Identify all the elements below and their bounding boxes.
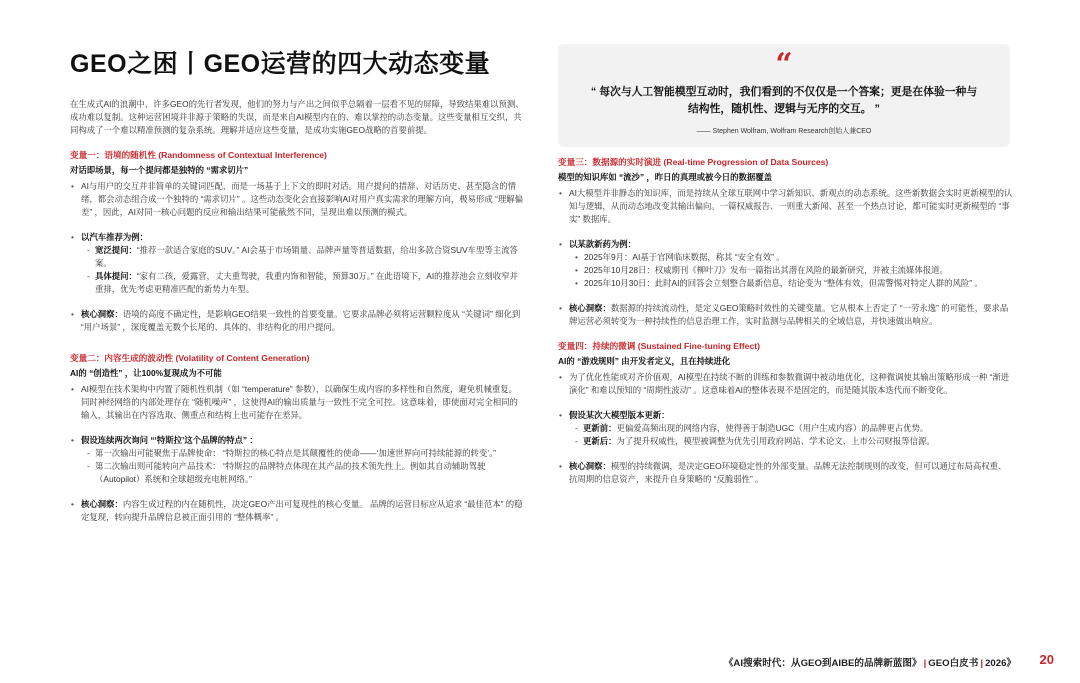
example-item: - 第一次输出可能聚焦于品牌使命： “特斯拉的核心特点是其颠覆性的使命——‘加速世界向可持续能源的转变’。” (87, 447, 525, 460)
insight (558, 460, 1013, 486)
example-item (575, 422, 1013, 435)
insight-label: 核心洞察： (569, 303, 611, 313)
quote-box (558, 44, 1010, 147)
example-item-label: 更新前： (583, 423, 617, 433)
intro-paragraph: 在生成式AI的浪潮中，许多GEO的先行者发现，他们的努力与产出之间似乎总隔着一层看不见的屏障，导致结果难以预测、成功难以复制。这种运营困境并非源于策略的失误，而是来自AI模型内在的、难以掌控的动态变量。这些变量相互交织，共同构成了一个难以精准预测的复杂系统。理解并适应这些变量，是成功实施GEO战略的首要前提。 (70, 99, 524, 135)
example-item-text: “推荐一款适合家庭的SUV。” AI会基于市场销量、品牌声量等普适数据，给出多款合资SUV车型等主流答案。 (95, 245, 518, 268)
footer-series: GEO白皮书 (928, 658, 979, 669)
section-variable-4 (558, 340, 1013, 486)
footer-separator: | (980, 658, 984, 669)
example-item-label: 具体提问： (95, 271, 137, 281)
example-item-label: 更新后： (583, 436, 617, 446)
timeline-item: • 2025年10月28日：权威期刊《柳叶刀》发布一篇指出其潜在风险的最新研究，并被主流媒体报道。 (575, 264, 1013, 277)
footer-book-title: 《AI搜索时代：从GEO到AIBE的品牌新蓝图》 (723, 658, 922, 669)
page-title: GEO之困丨GEO运营的四大动态变量 (70, 50, 491, 78)
footer-year: 2026》 (985, 658, 1016, 669)
footer-caption (724, 655, 1016, 669)
timeline-item: • 2025年9月：AI基于官网临床数据，称其 “安全有效” 。 (575, 251, 1013, 264)
quote-text: “ 每次与人工智能模型互动时，我们看到的不仅仅是一个答案；更是在体验一种与结构性，随机性、逻辑与无序的交互。 ” (590, 86, 978, 115)
section-title: 变量二：内容生成的波动性 (Volatility of Content Generation) (70, 353, 310, 363)
example-block (70, 231, 525, 296)
insight-text: 语境的高度不确定性，是影响GEO结果一致性的首要变量。它要求品牌必须将运营颗粒度从 “关键词” 细化到 “用户场景” ，深度覆盖无数个长尾的、具体的、非结构化的用户提问。 (81, 309, 521, 332)
example-label: 假设连续两次询问 “‘特斯拉’这个品牌的特点” ： (81, 435, 258, 445)
example-item-text: 更偏爱高频出现的网络内容，使得善于制造UGC（用户生成内容）的品牌更占优势。 (616, 423, 929, 433)
example-item (87, 244, 525, 270)
example-label: 以某款新药为例： (569, 239, 636, 249)
quote-attribution: —— Stephen Wolfram, Wolfram Research创始人兼CEO (696, 128, 872, 135)
section-variable-3 (558, 156, 1013, 328)
section-subtitle: AI的 “游戏规则” 由开发者定义，且在持续进化 (558, 356, 731, 366)
bullet-paragraph: • AI模型在技术架构中内置了随机性机制（如 “temperature” 参数），以确保生成内容的多样性和自然度，避免机械重复。同时神经网络的内部处理存在 “随机噪声” ，这使得AI的输出质量与一致性不完全可控。这意味着，即使面对完全相同的输入，其输出在内容选取、侧重点和结构上也可能存在差异。 (70, 383, 525, 422)
insight-text: 数据源的持续流动性，是定义GEO策略时效性的关键变量。它从根本上否定了 “一劳永逸” 的可能性，要求品牌运营必须转变为一种持续性的信息治理工作，实时监测与品牌相关的全域信息，并快速做出响应。 (569, 303, 1009, 326)
example-item: - 第二次输出则可能转向产品技术： “特斯拉的品牌特点体现在其产品的技术领先性上。例如其自动辅助驾驶（Autopilot）系统和全球超级充电桩网络。” (87, 460, 525, 486)
insight-label: 核心洞察： (81, 499, 123, 509)
example-item-text: 为了提升权威性，模型被调整为优先引用政府网站、学术论文、上市公司财报等信源。 (616, 436, 935, 446)
insight-text: 内容生成过程的内在随机性，决定GEO产出可复现性的核心变量。 品牌的运营目标应从追求 “最佳范本” 的稳定复现，转向提升品牌信息被正面引用的 “整体概率” 。 (81, 499, 523, 522)
section-variable-1 (70, 149, 525, 334)
insight (70, 498, 525, 524)
bullet-paragraph: • AI与用户的交互并非简单的关键词匹配，而是一场基于上下文的即时对话。用户提问的措辞、对话历史、甚至隐含的情绪，都会动态组合成一个独特的 “需求切片” 。这些动态变化会直接影响AI对用户真实需求的理解方向，极易形成 “理解偏差” ，因此，AI对同一核心问题的反应和输出结果可能截然不同，呈现出难以预测的模式。 (70, 180, 525, 219)
page-number: 20 (1039, 652, 1054, 667)
example-item-text: “家有二孩，爱露营，丈夫重驾驶，我重内饰和智能，预算30万。” 在此语境下，AI的推荐池会立刻收窄并重排，优先考虑更精准匹配的新势力车型。 (95, 271, 518, 294)
left-column (70, 98, 525, 524)
timeline-item: • 2025年10月30日：此时AI的回答会立刻整合最新信息，结论变为 “整体有效，但需警惕对特定人群的风险” 。 (575, 277, 1013, 290)
example-label: 以汽车推荐为例： (81, 232, 148, 242)
section-variable-2 (70, 352, 525, 524)
footer-separator: | (923, 658, 927, 669)
section-subtitle: 对话即场景，每一个提问都是独特的 “需求切片” (70, 165, 249, 175)
right-column (558, 156, 1013, 486)
example-item (87, 270, 525, 296)
example-block (558, 409, 1013, 448)
example-block (70, 434, 525, 486)
quote-mark-icon: “ (775, 47, 793, 82)
insight-text: 模型的持续微调，是决定GEO环境稳定性的外部变量。品牌无法控制规则的改变，但可以通过布局高权重、抗周期的信息资产，来提升自身策略的 “反脆弱性” 。 (569, 461, 1007, 484)
example-label: 假设某次大模型版本更新： (569, 410, 670, 420)
insight-label: 核心洞察： (81, 309, 123, 319)
insight (558, 302, 1013, 328)
section-subtitle: 模型的知识库如 “流沙” ，昨日的真理或被今日的数据覆盖 (558, 172, 773, 182)
section-title: 变量三：数据源的实时演进 (Real-time Progression of Data Sources) (558, 157, 829, 167)
example-item (575, 435, 1013, 448)
bullet-paragraph: • 为了优化性能或对齐价值观，AI模型在持续不断的训练和参数微调中被动地优化，这种微调使其输出策略形成一种 “渐进演化” 和难以预知的 “周期性波动” 。这意味着AI的整体表现不是固定的，而是随其版本迭代而不断变化。 (558, 371, 1013, 397)
section-subtitle: AI的 “创造性” ，让100%复现成为不可能 (70, 368, 222, 378)
example-item-label: 宽泛提问： (95, 245, 137, 255)
insight (70, 308, 525, 334)
insight-label: 核心洞察： (569, 461, 611, 471)
section-title: 变量四：持续的微调 (Sustained Fine-tuning Effect) (558, 341, 760, 351)
section-title: 变量一：语境的随机性 (Randomness of Contextual Interference) (70, 150, 327, 160)
bullet-paragraph: • AI大模型并非静态的知识库，而是持续从全球互联网中学习新知识、新观点的动态系统。这些新数据会实时更新模型的认知与逻辑，从而动态地改变其输出偏向。一篇权威报告、一则重大新闻、甚至一个热点讨论，都可能实时更新模型的 “事实” 数据库。 (558, 187, 1013, 226)
example-block (558, 238, 1013, 290)
